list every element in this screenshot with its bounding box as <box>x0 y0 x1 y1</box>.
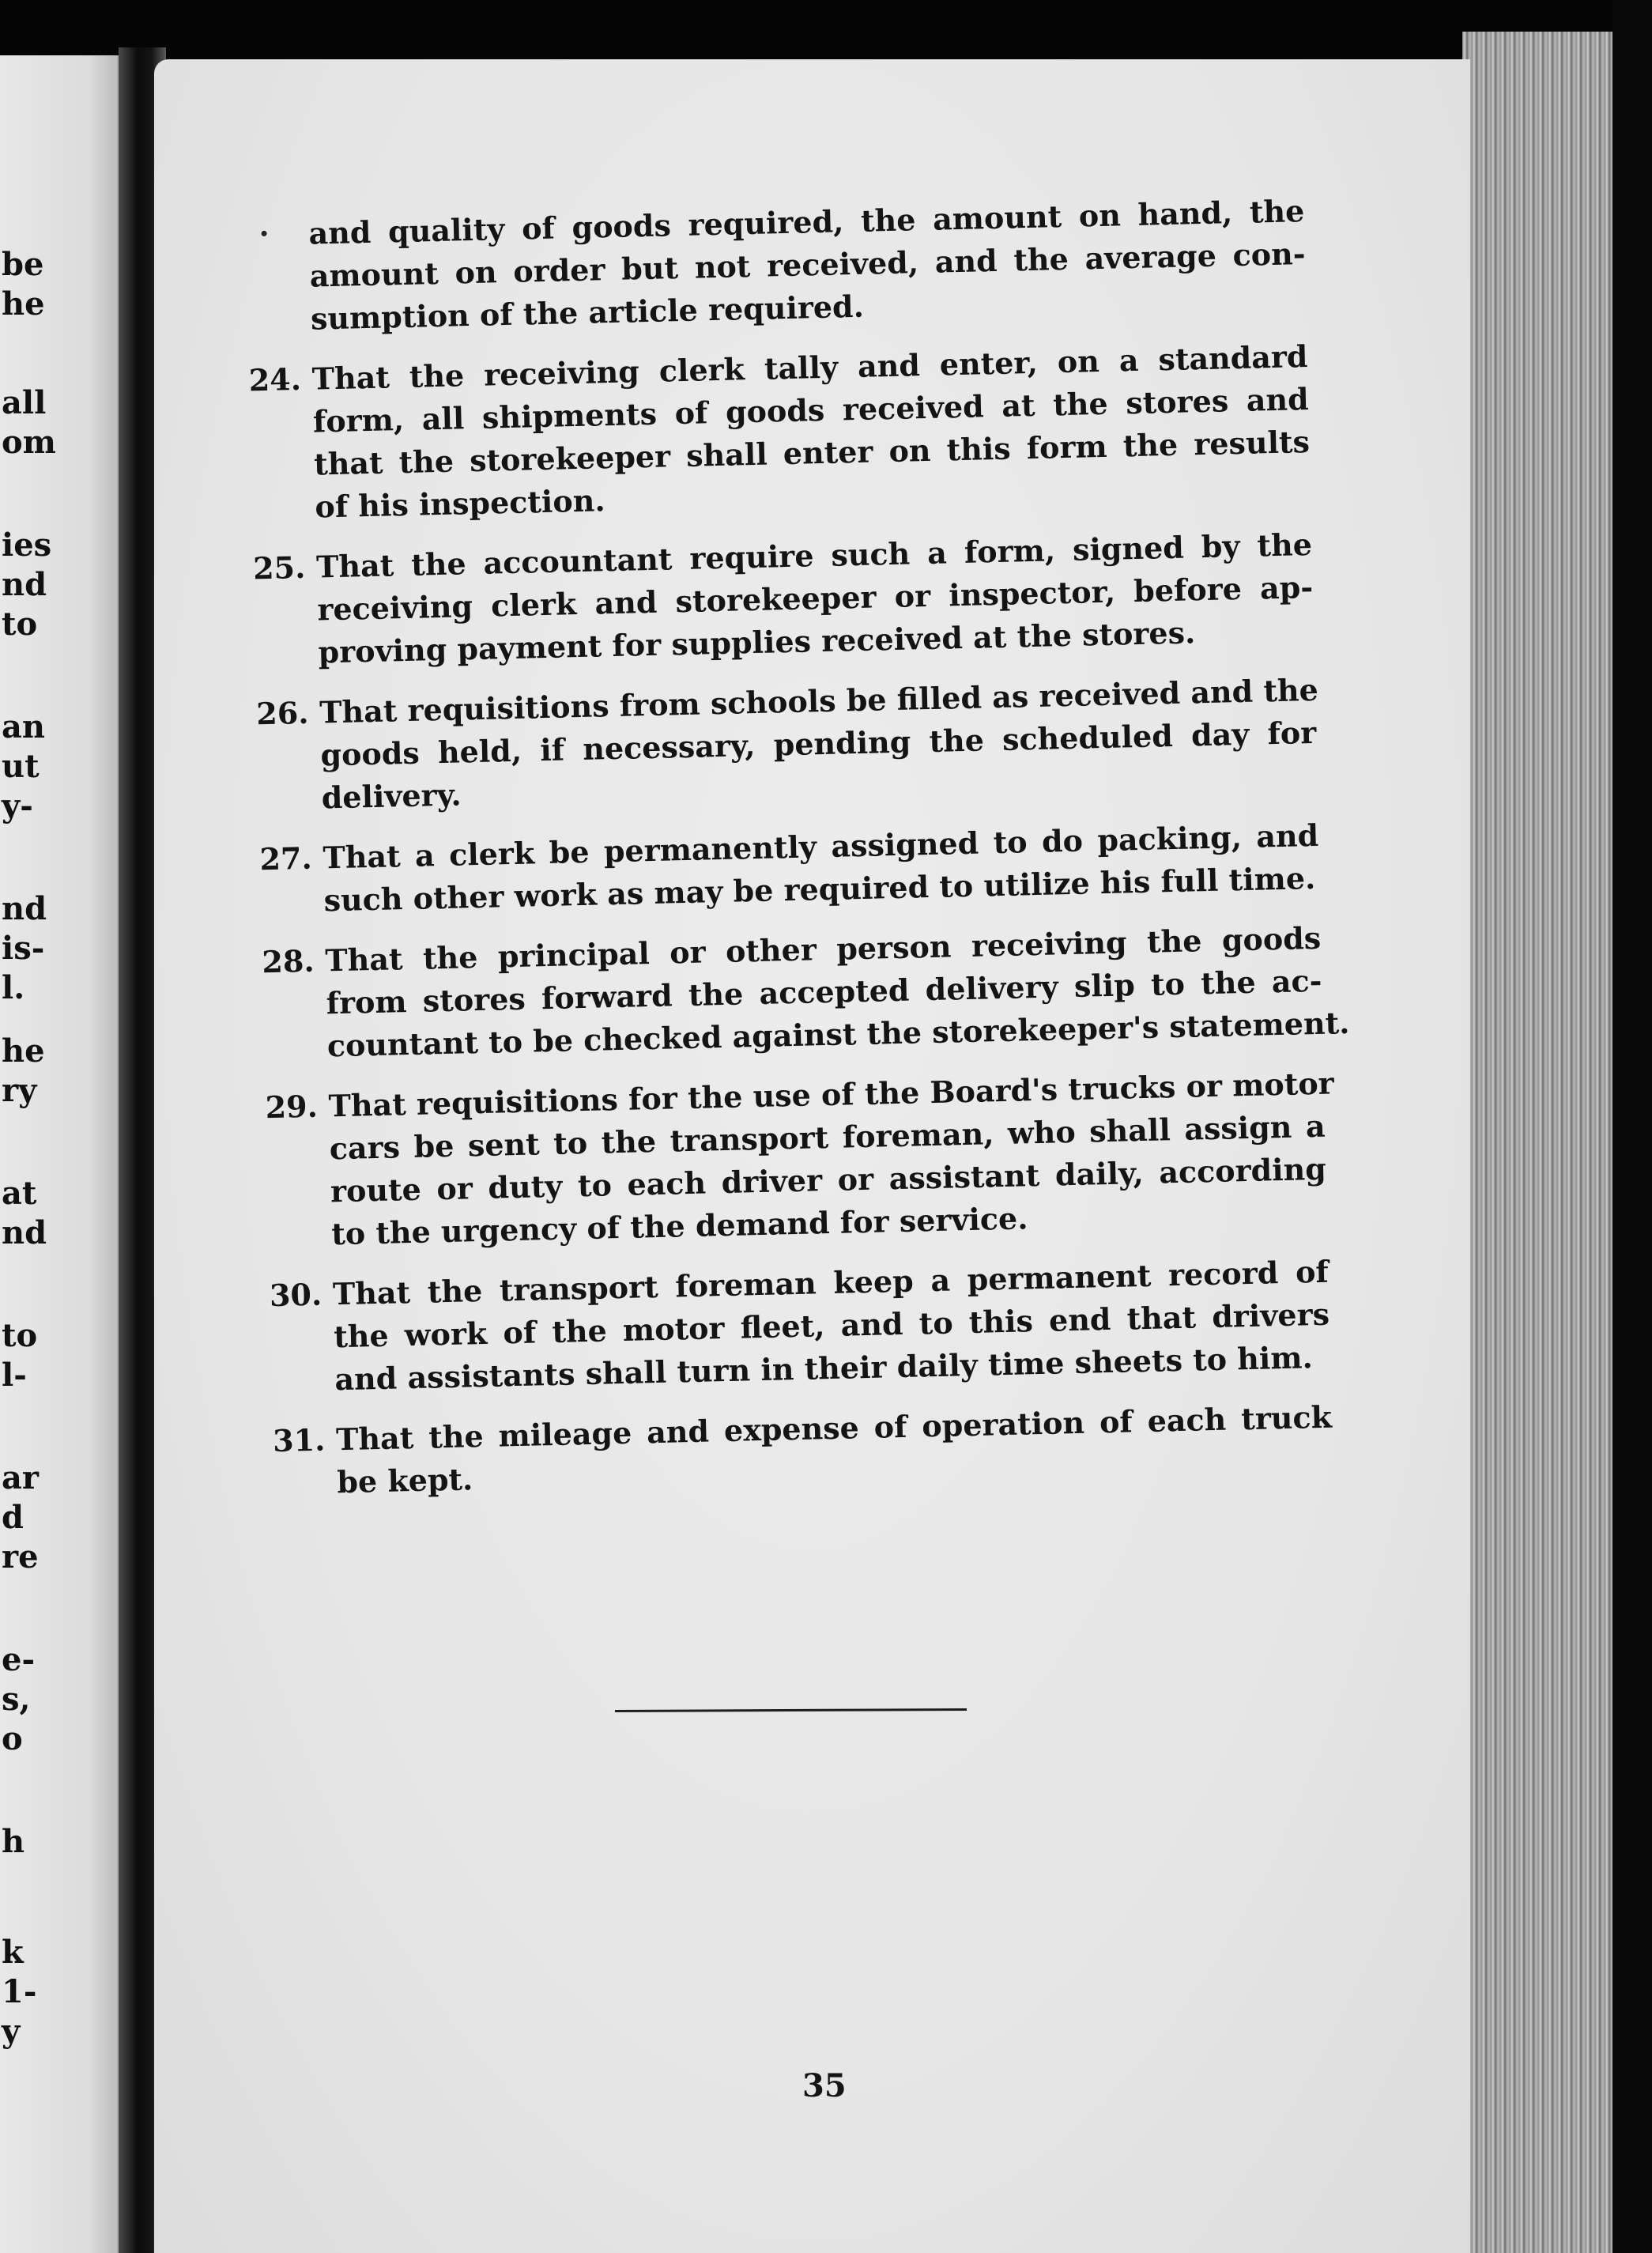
left-page-fragment: 1- <box>2 1973 37 2010</box>
left-page-fragment: nd <box>2 1214 47 1251</box>
left-page-fragment: re <box>2 1538 39 1576</box>
left-page-fragment: nd <box>2 566 47 603</box>
item-number: 29. <box>265 1088 319 1126</box>
left-page-fragment: y <box>2 2013 21 2050</box>
text-line: of his inspection. <box>314 482 606 525</box>
recommendation-item <box>255 669 1319 821</box>
text-line: and quality of goods required, the amount on hand, the <box>308 193 1305 251</box>
text-line: countant to be checked against the storekeeper's statement. <box>326 1005 1350 1064</box>
text-line: That a clerk be permanently assigned to do packing, and <box>322 817 1319 876</box>
left-page-fragment: be <box>2 246 44 283</box>
text-line: from stores forward the accepted delivery slip to the ac- <box>326 962 1322 1021</box>
item-number: 31. <box>272 1421 326 1459</box>
left-page-fragment: h <box>2 1823 25 1860</box>
item-number: 30. <box>269 1276 322 1314</box>
scan-border <box>1612 0 1652 2253</box>
recommendation-item <box>265 1062 1335 1257</box>
text-line: form, all shipments of goods received at the stores and <box>312 380 1310 440</box>
left-page-fragment: ry <box>2 1072 37 1109</box>
text-line: That requisitions for the use of the Board's trucks or motor <box>328 1065 1335 1124</box>
text-line: receiving clerk and storekeeper or inspector, before ap- <box>316 568 1314 628</box>
text-line: That requisitions from schools be filled as received and the <box>319 671 1319 730</box>
recommendation-item <box>259 814 1320 923</box>
left-page-fragment: to <box>2 1317 38 1354</box>
recommendation-item <box>261 917 1350 1069</box>
text-line: to the urgency of the demand for service. <box>330 1200 1028 1252</box>
text-line: that the storekeeper shall enter on this form the results <box>313 423 1311 482</box>
text-line: such other work as may be required to utilize his full time. <box>323 859 1316 919</box>
item-number: 25. <box>252 549 306 587</box>
text-line: cars be sent to the transport foreman, who shall assign a <box>329 1108 1326 1167</box>
left-page-fragment: is- <box>2 930 45 967</box>
left-page-fragment: ut <box>2 748 40 785</box>
page-number: 35 <box>802 2067 847 2104</box>
text-line: That the accountant require such a form, signed by the <box>315 526 1313 585</box>
left-page-fragment: y- <box>2 787 33 825</box>
left-page-fragment: l. <box>2 969 25 1006</box>
left-page-fragment: l- <box>2 1357 27 1394</box>
text-line: That the mileage and expense of operation of each truck <box>335 1398 1333 1458</box>
recommendation-item <box>269 1251 1330 1402</box>
left-page-fragment: o <box>2 1720 23 1757</box>
continuation-paragraph <box>261 190 1307 342</box>
text-line: That the receiving clerk tally and enter, on a standard <box>311 338 1308 397</box>
text-line: and assistants shall turn in their daily time sheets to him. <box>334 1339 1314 1398</box>
item-number: 28. <box>261 942 315 980</box>
text-line: That the principal or other person receiving the goods <box>324 919 1322 979</box>
text-line: sumption of the article required. <box>310 288 865 337</box>
text-line: the work of the motor fleet, and to this end that drivers <box>333 1296 1330 1355</box>
left-page-fragment: at <box>2 1175 37 1212</box>
page-edges <box>1462 32 1620 2253</box>
left-page-fragment: k <box>2 1934 24 1971</box>
left-page-fragment: to <box>2 606 38 643</box>
left-page-fragment: s, <box>2 1681 31 1718</box>
left-page-fragment: all <box>2 384 47 421</box>
stray-dot <box>261 231 266 236</box>
text-line: be kept. <box>336 1461 473 1500</box>
text-line: goods held, if necessary, pending the scheduled day for <box>320 714 1317 773</box>
left-page-fragment: he <box>2 1032 45 1070</box>
text-line: proving payment for supplies received at the stores. <box>318 614 1196 670</box>
left-facing-page <box>0 55 126 2253</box>
text-line: amount on order but not received, and the average con- <box>309 236 1306 294</box>
left-page-edge-text <box>2 55 120 2253</box>
text-line: That the transport foreman keep a permanent record of <box>332 1253 1330 1312</box>
recommendation-item <box>272 1396 1333 1505</box>
recommendations-text <box>248 190 1350 1523</box>
text-line: delivery. <box>321 776 462 816</box>
left-page-fragment: he <box>2 285 45 323</box>
left-page-fragment: ar <box>2 1459 39 1496</box>
left-page-fragment: e- <box>2 1641 36 1678</box>
item-number: 26. <box>255 694 309 732</box>
item-number: 24. <box>248 360 302 398</box>
left-page-fragment: d <box>2 1499 24 1536</box>
left-page-fragment: ies <box>2 526 52 564</box>
item-number: 27. <box>259 840 313 877</box>
text-line: route or duty to each driver or assistant daily, according <box>330 1150 1327 1210</box>
left-page-fragment: om <box>2 424 57 461</box>
left-page-fragment: nd <box>2 890 47 927</box>
recommendation-item <box>248 335 1311 530</box>
numbered-items <box>248 335 1350 1505</box>
recommendation-item <box>252 523 1314 675</box>
left-page-fragment: an <box>2 708 45 745</box>
